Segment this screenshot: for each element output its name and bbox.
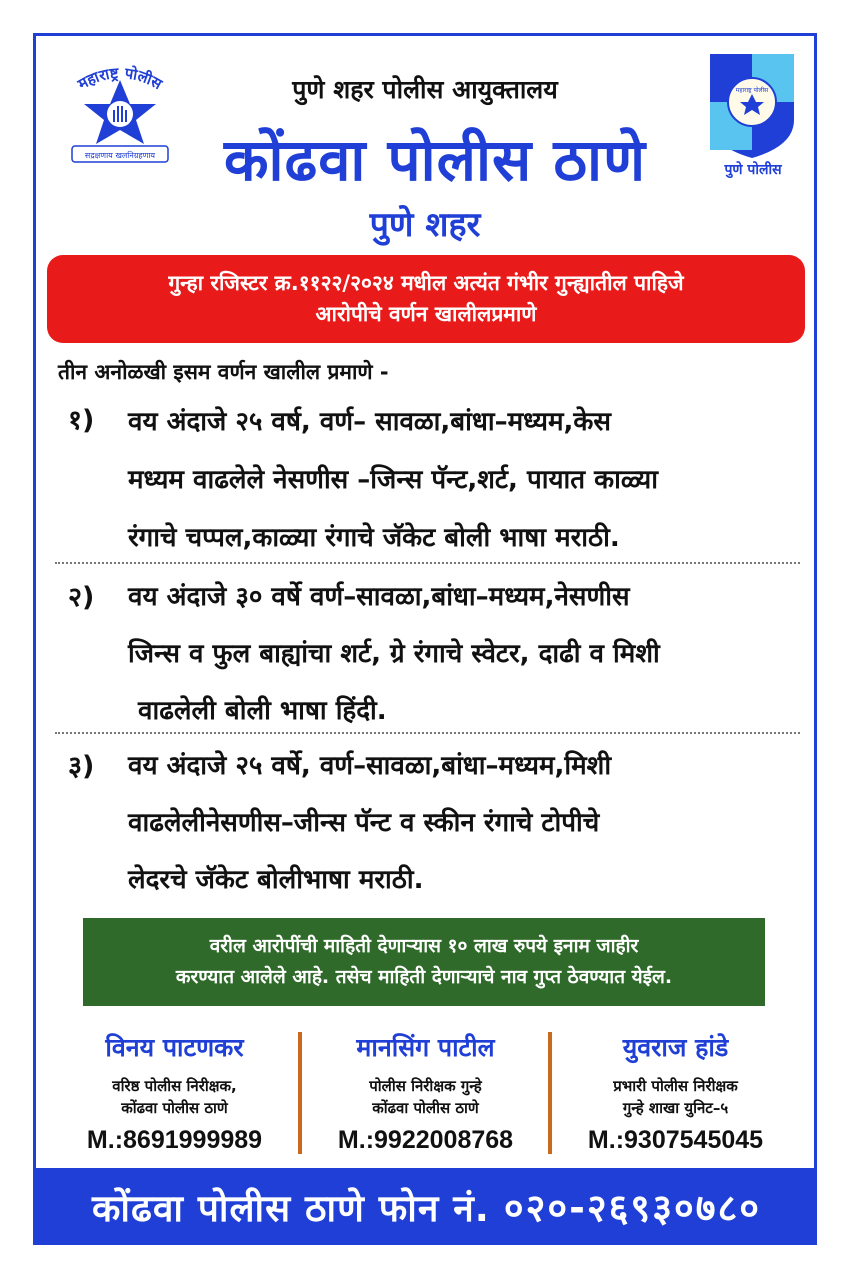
- station-title: कोंढवा पोलीस ठाणे: [223, 126, 647, 194]
- contact-1-station: कोंढवा पोलीस ठाणे: [121, 1098, 228, 1117]
- station-phone-footer: [36, 1168, 817, 1245]
- emblem-motto: सद्रक्षणाय खलनिग्रहणाय: [84, 151, 156, 160]
- contact-1-designation: वरिष्ठ पोलीस निरीक्षक,: [112, 1077, 237, 1095]
- contact-2-name: मानसिंग पाटील: [356, 1033, 495, 1062]
- suspect-3-line-2: वाढलेलीनेसणीस–जीन्स पॅन्ट व स्कीन रंगाचे टोपीचे: [128, 808, 600, 838]
- contact-2-role: [303, 1076, 548, 1120]
- contact-separator: [298, 1032, 302, 1154]
- suspect-1-line-1: वय अंदाजे २५ वर्ष, वर्ण– सावळा,बांधा–मध्यम,केस: [128, 407, 611, 437]
- reward-banner: [83, 918, 765, 1006]
- contact-3-phone: M.:9307545045: [587, 1125, 764, 1154]
- contact-1: [52, 1030, 297, 1155]
- maharashtra-police-emblem: [50, 58, 190, 168]
- contact-2-station: कोंढवा पोलीस ठाणे: [372, 1098, 479, 1117]
- contact-2: [303, 1030, 548, 1155]
- commissionerate-subtitle: पुणे शहर पोलीस आयुक्तालय: [292, 75, 558, 104]
- suspect-3-line-1: वय अंदाजे २५ वर्षे, वर्ण–सावळा,बांधा–मध्यम,मिशी: [128, 751, 612, 781]
- suspect-2-line-3: वाढलेली बोली भाषा हिंदी.: [138, 696, 387, 726]
- reward-line-2: करण्यात आलेले आहे. तसेच माहिती देणाऱ्याचे नाव गुप्त ठेवण्यात येईल.: [175, 966, 673, 988]
- suspect-3-number: ३): [68, 751, 95, 782]
- divider: [55, 562, 800, 564]
- contact-3-unit: गुन्हे शाखा युनिट–५: [622, 1098, 729, 1117]
- contact-2-phone: M.:9922008768: [337, 1125, 514, 1154]
- suspect-1-number: १): [68, 405, 95, 436]
- contact-3-name: युवराज हांडे: [622, 1033, 729, 1062]
- contact-3: [553, 1030, 798, 1155]
- case-banner-line-1: गुन्हा रजिस्टर क्र.११२२/२०२४ मधील अत्यंत गंभीर गुन्ह्यातील पाहिजे: [168, 270, 684, 295]
- reward-line-1: वरील आरोपींची माहिती देणाऱ्यास १० लाख रुपये इनाम जाहीर: [209, 934, 639, 957]
- footer-label: कोंढवा पोलीस ठाणे फोन नं.: [92, 1187, 490, 1230]
- contact-1-name: विनय पाटणकर: [105, 1033, 244, 1062]
- case-register-banner: [47, 255, 805, 343]
- divider: [55, 732, 800, 734]
- footer-phone-number: ०२०-२६९३०७८०: [503, 1185, 761, 1230]
- contact-2-designation: पोलीस निरीक्षक गुन्हे: [369, 1077, 482, 1095]
- emblem-top-text: महाराष्ट्र पोलीस: [74, 63, 166, 94]
- suspects-intro: तीन अनोळखी इसम वर्णन खालील प्रमाणे -: [58, 360, 389, 384]
- suspect-1-line-2: मध्यम वाढलेले नेसणीस –जिन्स पॅन्ट,शर्ट, पायात काळ्या: [128, 465, 659, 495]
- suspect-1-line-3: रंगाचे चप्पल,काळ्या रंगाचे जॅकेट बोली भाषा मराठी.: [128, 523, 620, 553]
- contact-1-phone: M.:8691999989: [86, 1125, 263, 1154]
- suspect-2-number: २): [68, 582, 95, 613]
- case-banner-line-2: आरोपीचे वर्णन खालीलप्रमाणे: [315, 302, 537, 326]
- suspect-3-line-3: लेदरचे जॅकेट बोलीभाषा मराठी.: [128, 865, 424, 895]
- suspect-2-line-2: जिन्स व फुल बाह्यांचा शर्ट, ग्रे रंगाचे स्वेटर, दाढी व मिशी: [128, 639, 660, 669]
- contact-3-designation: प्रभारी पोलीस निरीक्षक: [613, 1077, 738, 1095]
- pune-police-caption: पुणे पोलीस: [724, 162, 782, 178]
- shield-logo-text: महाराष्ट्र पोलीस: [735, 87, 769, 94]
- suspect-2-line-1: वय अंदाजे ३० वर्षे वर्ण–सावळा,बांधा–मध्यम,नेसणीस: [128, 582, 630, 612]
- city-name: पुणे शहर: [369, 205, 481, 245]
- contact-1-role: [52, 1076, 297, 1120]
- contact-3-role: [553, 1076, 798, 1120]
- contact-separator: [548, 1032, 552, 1154]
